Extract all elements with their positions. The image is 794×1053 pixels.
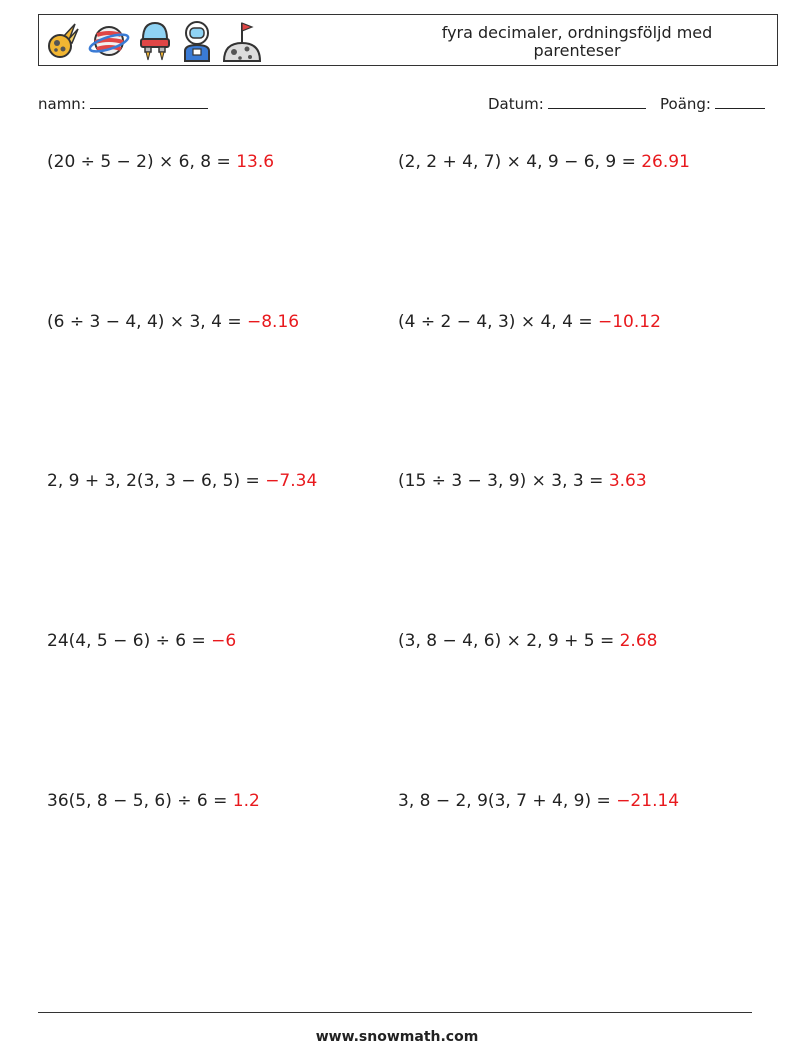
problem-expression: (4 ÷ 2 − 4, 3) × 4, 4 = (398, 312, 593, 332)
problem-10 (398, 791, 679, 811)
problem-7 (47, 631, 236, 651)
problem-8 (398, 631, 657, 651)
problem-expression: (3, 8 − 4, 6) × 2, 9 + 5 = (398, 631, 615, 651)
planet-icon (88, 21, 130, 61)
problem-answer: −6 (211, 631, 237, 651)
problem-6 (398, 471, 647, 491)
icon-row (45, 19, 263, 63)
problem-3 (47, 312, 299, 332)
score-blank[interactable] (715, 94, 765, 109)
problem-answer: −10.12 (598, 312, 661, 332)
date-label: Datum: (488, 95, 544, 113)
problem-answer: −8.16 (247, 312, 300, 332)
problem-2 (398, 152, 690, 172)
footer-divider (38, 1012, 752, 1013)
problem-answer: 26.91 (641, 152, 690, 172)
problem-expression: (2, 2 + 4, 7) × 4, 9 − 6, 9 = (398, 152, 636, 172)
problem-5 (47, 471, 317, 491)
problem-expression: 3, 8 − 2, 9(3, 7 + 4, 9) = (398, 791, 611, 811)
date-blank[interactable] (548, 94, 646, 109)
date-field[interactable] (488, 94, 646, 113)
comet-icon (45, 21, 81, 61)
name-blank[interactable] (90, 94, 208, 109)
moon-flag-icon (221, 19, 263, 63)
problem-answer: 13.6 (236, 152, 275, 172)
problem-expression: (15 ÷ 3 − 3, 9) × 3, 3 = (398, 471, 604, 491)
problem-9 (47, 791, 260, 811)
problem-answer: −7.34 (265, 471, 318, 491)
problem-expression: 2, 9 + 3, 2(3, 3 − 6, 5) = (47, 471, 260, 491)
score-label: Poäng: (660, 95, 711, 113)
problem-answer: 3.63 (608, 471, 647, 491)
problem-answer: −21.14 (616, 791, 680, 811)
score-field[interactable] (660, 94, 765, 113)
rocket-icon (137, 19, 173, 63)
problem-expression: 36(5, 8 − 5, 6) ÷ 6 = (47, 791, 228, 811)
problem-answer: 1.2 (232, 791, 260, 811)
problem-4 (398, 312, 661, 332)
problem-1 (47, 152, 274, 172)
footer-site-link[interactable]: www.snowmath.com (315, 1029, 479, 1045)
problem-expression: (6 ÷ 3 − 4, 4) × 3, 4 = (47, 312, 242, 332)
problem-answer: 2.68 (619, 631, 658, 651)
name-label: namn: (38, 95, 86, 113)
problem-expression: (20 ÷ 5 − 2) × 6, 8 = (47, 152, 231, 172)
worksheet-header (38, 14, 778, 66)
problem-expression: 24(4, 5 − 6) ÷ 6 = (47, 631, 206, 651)
astronaut-icon (180, 19, 214, 63)
worksheet-title: fyra decimaler, ordningsföljd med parenteser (441, 23, 713, 60)
name-field[interactable] (38, 94, 208, 113)
